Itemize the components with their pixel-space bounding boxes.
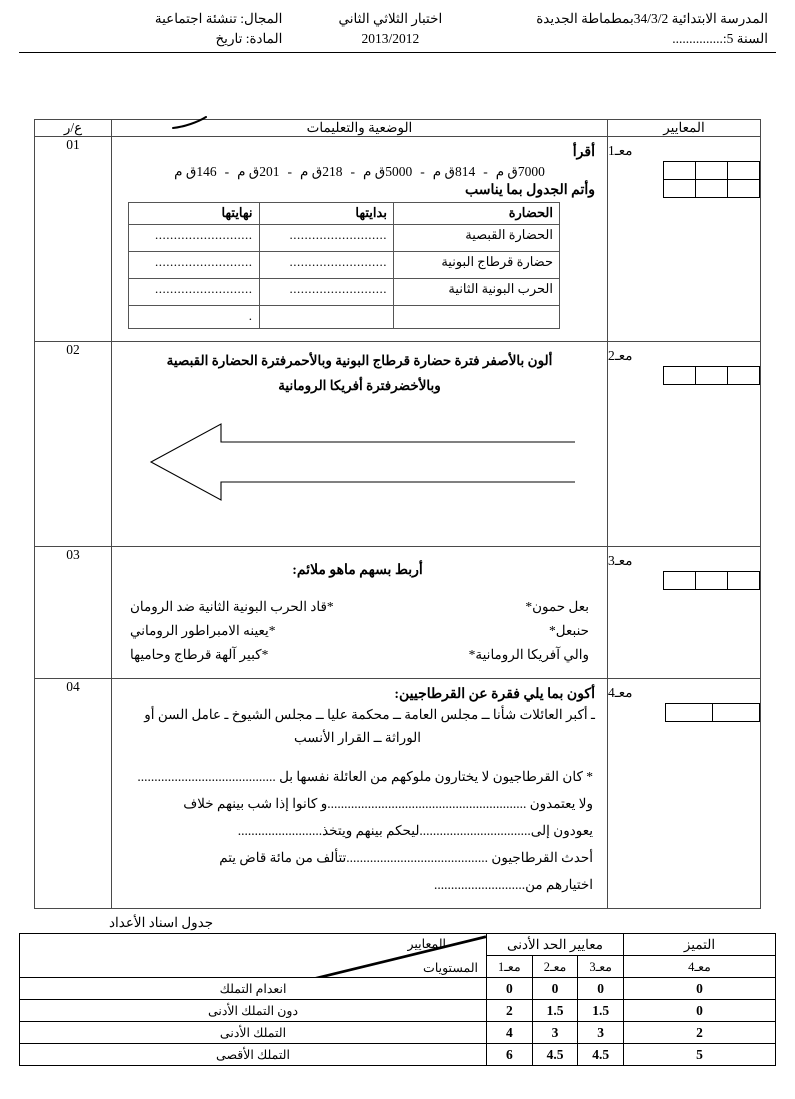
question-04-title: أكون بما يلي فقرة عن القرطاجيين:: [394, 687, 595, 703]
grade-level-label: التملك الأدنى: [20, 1022, 487, 1044]
date-sep: -: [224, 164, 230, 180]
date-item: 146ق م: [174, 164, 217, 180]
levels-axis-label: المستويات: [423, 961, 478, 976]
grading-row: [20, 1000, 776, 1022]
question-number-01: 01: [35, 137, 112, 342]
levels-criteria-diagonal-header: [20, 934, 487, 978]
blank-line[interactable]: ولا يعتمدون ...........................................................و كانوا إذا شب بينهم خلاف: [183, 796, 593, 812]
matching-item[interactable]: حنبعل*: [549, 622, 589, 638]
score-box[interactable]: [664, 180, 696, 198]
matching-item[interactable]: *يعينه الامبراطور الروماني: [130, 622, 276, 638]
criteria-cell-04: [608, 679, 761, 909]
grade-value: 3: [532, 1022, 578, 1044]
date-item: 201ق م: [237, 164, 280, 180]
grading-table-caption: جدول اسناد الأعداد: [109, 915, 214, 931]
grade-value: 0: [532, 978, 578, 1000]
criteria-cell-03: [608, 547, 761, 679]
pen-stroke-mark: [172, 116, 214, 132]
question-02-title-line2: وبالأخضرفترة أفريكا الرومانية: [278, 377, 441, 393]
civ-header-civilization: الحضارة: [393, 203, 559, 225]
civ-name: [393, 306, 559, 329]
field-label: المجال: تنشئة اجتماعية: [154, 11, 283, 26]
civilization-table: [128, 202, 560, 329]
blank-line[interactable]: أحدث القرطاجيون ..........................................تتألف من مائة قاض يتم: [219, 850, 593, 866]
subject-label: المادة: تاريخ: [215, 30, 283, 46]
exam-table-header-row: [35, 120, 761, 137]
criteria-cell-02: [608, 342, 761, 547]
civ-header-end: نهايتها: [129, 203, 260, 225]
excellence-header: التميز: [624, 934, 776, 956]
matching-left-column: [130, 595, 369, 666]
civ-start-blank[interactable]: ..........................: [259, 279, 393, 306]
timeline-arrow-figure: [120, 412, 599, 532]
civ-header-row: [129, 203, 560, 225]
criteria-axis-label: المعايير: [407, 937, 446, 952]
blank-line[interactable]: اختيارهم من...........................: [434, 877, 593, 893]
grading-table: [19, 933, 776, 1066]
grading-row: [20, 978, 776, 1000]
civ-end-blank[interactable]: ..........................: [129, 279, 260, 306]
criterion-label-03: معـ3: [608, 553, 633, 569]
score-box[interactable]: [664, 572, 696, 590]
criterion-score-grid-03[interactable]: [663, 571, 760, 590]
score-box[interactable]: [666, 704, 713, 722]
date-sep: -: [350, 164, 355, 180]
exam-academic-year: 2013/2012: [361, 30, 420, 46]
date-item: 218ق م: [300, 164, 343, 180]
civ-name: حضارة قرطاج البونية: [393, 252, 559, 279]
grade-value: 1.5: [532, 1000, 578, 1022]
grade-value: 4.5: [532, 1044, 578, 1066]
grade-value: 5: [624, 1044, 776, 1066]
score-box[interactable]: [728, 572, 760, 590]
criterion-label-01: معـ1: [608, 143, 633, 159]
question-row-04: [35, 679, 761, 909]
question-row-02: [35, 342, 761, 547]
criterion-score-grid-02[interactable]: [663, 366, 760, 385]
school-info-cell: [490, 6, 776, 53]
civ-row: [129, 279, 560, 306]
number-column-header: ع/ر: [35, 120, 112, 137]
criterion-score-grid-01[interactable]: [663, 161, 760, 198]
score-box[interactable]: [696, 162, 728, 180]
grading-criterion-header-1: معـ1: [487, 956, 533, 978]
score-box[interactable]: [728, 180, 760, 198]
criteria-cell-01: [608, 137, 761, 342]
civ-start-blank[interactable]: ..........................: [259, 225, 393, 252]
grading-row: [20, 1044, 776, 1066]
grading-criterion-header-3: معـ3: [578, 956, 624, 978]
grading-criterion-header-2: معـ2: [532, 956, 578, 978]
question-04-blanks: [126, 763, 593, 898]
question-01-dates: [120, 164, 599, 180]
civ-name: الحرب البونية الثانية: [393, 279, 559, 306]
min-criteria-header: معايير الحد الأدنى: [487, 934, 624, 956]
grade-value: 3: [578, 1022, 624, 1044]
question-03-title: أربط بسهم ماهو ملائم:: [292, 563, 423, 579]
matching-item[interactable]: *كبير آلهة قرطاج وحاميها: [130, 646, 269, 662]
question-01-title: أقرأ: [572, 145, 595, 161]
exam-page: [0, 6, 795, 1099]
criterion-score-grid-04[interactable]: [665, 703, 760, 722]
question-01-subtitle: وأتم الجدول بما يناسب: [465, 183, 595, 199]
civ-end-blank[interactable]: .: [129, 306, 260, 329]
civ-row: [129, 225, 560, 252]
grade-value: 0: [578, 978, 624, 1000]
criteria-column-header: المعايير: [608, 120, 761, 137]
blank-line[interactable]: يعودون إلى.................................ليحكم بينهم ويتخذ.........................: [237, 823, 593, 839]
question-body-02: [112, 342, 608, 547]
question-number-03: 03: [35, 547, 112, 679]
exam-info-cell: [290, 6, 490, 53]
date-item: 7000ق م: [495, 164, 545, 180]
grade-value: 1.5: [578, 1000, 624, 1022]
left-arrow-icon: [145, 412, 575, 512]
question-body-03: [112, 547, 608, 679]
grade-value: 2: [624, 1022, 776, 1044]
question-04-wordbank-line2: الوراثة ــ القرار الأنسب: [293, 730, 422, 746]
grade-value: 0: [624, 1000, 776, 1022]
date-item: 5000ق م: [363, 164, 413, 180]
question-04-wordbank-line1: ـ أكبر العائلات شأنا ــ مجلس العامة ــ محكمة عليا ــ مجلس الشيوخ ـ عامل السن أو: [144, 707, 595, 723]
grade-level-label: انعدام التملك: [20, 978, 487, 1000]
score-box[interactable]: [728, 162, 760, 180]
subject-info-cell: [19, 6, 290, 53]
civ-row: [129, 252, 560, 279]
grade-level-label: التملك الأقصى: [20, 1044, 487, 1066]
matching-item[interactable]: والي آفريكا الرومانية*: [468, 646, 589, 662]
matching-exercise: [130, 595, 589, 666]
question-body-01: [112, 137, 608, 342]
grade-value: 0: [487, 978, 533, 1000]
criterion-label-04: معـ4: [608, 685, 633, 701]
school-year: السنة 5:...............: [672, 30, 768, 46]
question-number-02: 02: [35, 342, 112, 547]
grade-value: 4.5: [578, 1044, 624, 1066]
school-name: المدرسة الابتدائية 34/3/2بمطماطة الجديدة: [536, 11, 768, 26]
grade-value: 4: [487, 1022, 533, 1044]
question-body-04: [112, 679, 608, 909]
civ-end-blank[interactable]: ..........................: [129, 252, 260, 279]
civ-end-blank[interactable]: ..........................: [129, 225, 260, 252]
score-box[interactable]: [664, 367, 696, 385]
question-number-04: 04: [35, 679, 112, 909]
grade-value: 2: [487, 1000, 533, 1022]
grading-header-row-1: [20, 934, 776, 956]
question-row-01: [35, 137, 761, 342]
civ-name: الحضارة القبصية: [393, 225, 559, 252]
grade-value: 6: [487, 1044, 533, 1066]
score-box[interactable]: [664, 162, 696, 180]
date-item: 814ق م: [432, 164, 476, 180]
body-column-header: الوضعية والتعليمات: [112, 120, 608, 137]
criterion-label-02: معـ2: [608, 348, 633, 364]
score-box[interactable]: [696, 367, 728, 385]
question-row-03: [35, 547, 761, 679]
civ-start-blank[interactable]: [259, 306, 393, 329]
exam-content-table: [34, 119, 761, 909]
blank-line[interactable]: * كان القرطاجيون لا يختارون ملوكهم من العائلة نفسها بل .........................................: [137, 769, 593, 785]
date-sep: -: [483, 164, 488, 180]
civ-row: [129, 306, 560, 329]
civ-header-start: بدايتها: [259, 203, 393, 225]
matching-right-column: [378, 595, 589, 666]
grade-level-label: دون التملك الأدنى: [20, 1000, 487, 1022]
date-sep: -: [420, 164, 425, 180]
matching-item[interactable]: بعل حمون*: [525, 599, 589, 615]
matching-item[interactable]: *قاد الحرب البونية الثانية ضد الرومان: [130, 599, 334, 615]
score-box[interactable]: [728, 367, 760, 385]
grade-value: 0: [624, 978, 776, 1000]
civ-start-blank[interactable]: ..........................: [259, 252, 393, 279]
document-header: [19, 6, 776, 53]
score-box[interactable]: [696, 180, 728, 198]
score-box[interactable]: [696, 572, 728, 590]
score-box[interactable]: [713, 704, 760, 722]
question-02-title-line1: ألون بالأصفر فترة حضارة قرطاج البونية وبالأحمرفترة الحضارة القبصية: [166, 353, 553, 369]
date-sep: -: [287, 164, 293, 180]
grading-criterion-header-4: معـ4: [624, 956, 776, 978]
exam-title: اختبار الثلاثي الثاني: [338, 11, 443, 26]
grading-row: [20, 1022, 776, 1044]
